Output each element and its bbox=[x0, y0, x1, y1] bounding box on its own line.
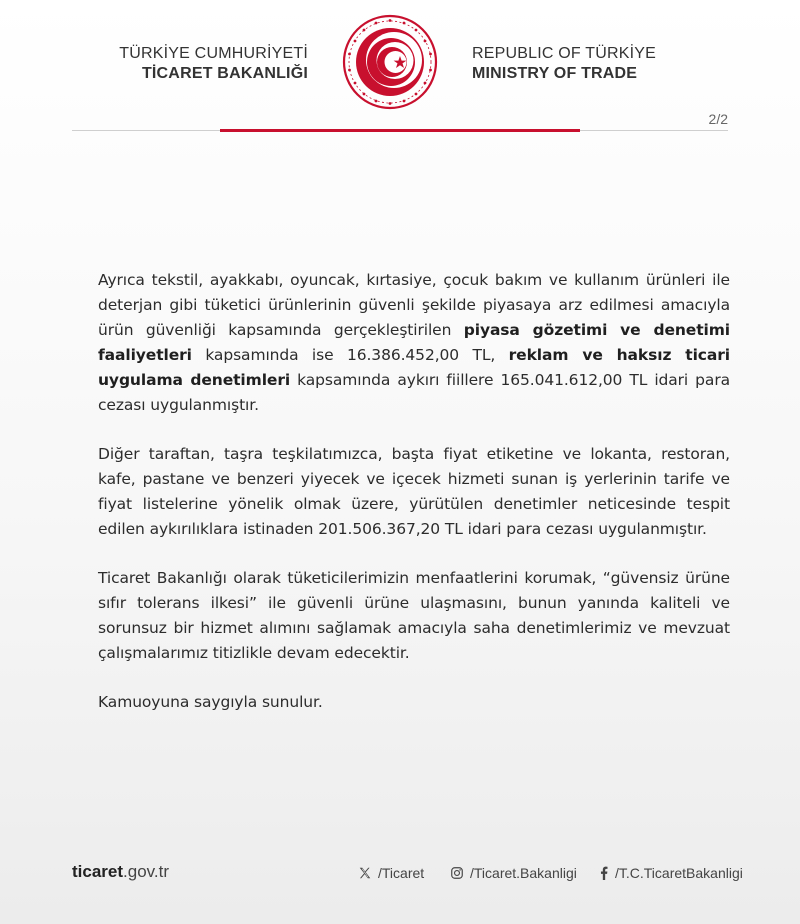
website-name: ticaret bbox=[72, 862, 124, 881]
paragraph bbox=[98, 442, 730, 542]
text-run: Diğer taraftan, taşra teşkilatımızca, başta fiyat etiketine ve lokanta, restoran, kafe, pastane ve benzeri yiyecek ve içecek hizmeti sunan iş yerlerinin tarife ve fiyat listelerine yönelik olmak üzere, yürütülen denetimler neticesinde tespit edilen aykırılıklara istinaden 201.506.367,20 TL idari para cezası uygulanmıştır. bbox=[98, 445, 730, 538]
text-run: kapsamında aykırı fiillere 165.041.612,00 TL idari para cezası uygulanmıştır. bbox=[98, 371, 730, 414]
instagram-icon bbox=[450, 866, 464, 880]
bold-phrase: piyasa gözetimi ve denetimi faaliyetleri bbox=[98, 321, 730, 364]
x-handle: /Ticaret bbox=[378, 865, 425, 881]
paragraph bbox=[98, 566, 730, 666]
ministry-emblem-logo bbox=[340, 12, 440, 112]
x-social-link[interactable] bbox=[358, 865, 424, 881]
facebook-icon bbox=[599, 866, 609, 880]
ministry-name-en: MINISTRY OF TRADE bbox=[472, 65, 638, 82]
facebook-handle: /T.C.TicaretBakanligi bbox=[615, 865, 743, 881]
paragraph bbox=[98, 690, 730, 715]
republic-name-en: REPUBLIC OF TÜRKİYE bbox=[472, 45, 656, 62]
page-number: 2/2 bbox=[708, 111, 728, 127]
header-divider-accent bbox=[220, 129, 580, 132]
text-run: Ayrıca tekstil, ayakkabı, oyuncak, kırtasiye, çocuk bakım ve kullanım ürünleri ile deterjan gibi tüketici ürünlerinin güvenli şekilde piyasaya arz edilmesi amacıyla ürün güvenliği kapsamında gerçekleştirilen bbox=[98, 271, 730, 339]
paragraph bbox=[98, 268, 730, 418]
website-link[interactable] bbox=[72, 862, 169, 882]
text-run: Kamuoyuna saygıyla sunulur. bbox=[98, 693, 323, 711]
instagram-handle: /Ticaret.Bakanligi bbox=[470, 865, 577, 881]
letterhead bbox=[0, 0, 800, 140]
ministry-title-english bbox=[472, 44, 656, 84]
facebook-social-link[interactable] bbox=[599, 865, 743, 881]
website-domain: .gov.tr bbox=[123, 862, 170, 881]
text-run: Ticaret Bakanlığı olarak tüketicilerimizin menfaatlerini korumak, “güvensiz ürüne sıfır tolerans ilkesi” ile güvenli ürüne ulaşmasını, bunun yanında kaliteli ve sorunsuz bir hizmet alımını sağlamak amacıyla saha denetimlerimiz ve mevzuat çalışmalarımız titizlikle devam edecektir. bbox=[98, 569, 730, 662]
bold-phrase: reklam ve haksız ticari uygulama denetimleri bbox=[98, 346, 730, 389]
text-run: kapsamında ise 16.386.452,00 TL, bbox=[191, 346, 509, 364]
statement-body bbox=[98, 268, 730, 739]
footer bbox=[72, 862, 743, 886]
republic-name-tr: TÜRKİYE CUMHURİYETİ bbox=[119, 45, 308, 62]
instagram-social-link[interactable] bbox=[450, 865, 577, 881]
ministry-name-tr: TİCARET BAKANLIĞI bbox=[141, 65, 308, 82]
x-icon bbox=[358, 866, 372, 880]
ministry-title-turkish bbox=[119, 44, 308, 84]
